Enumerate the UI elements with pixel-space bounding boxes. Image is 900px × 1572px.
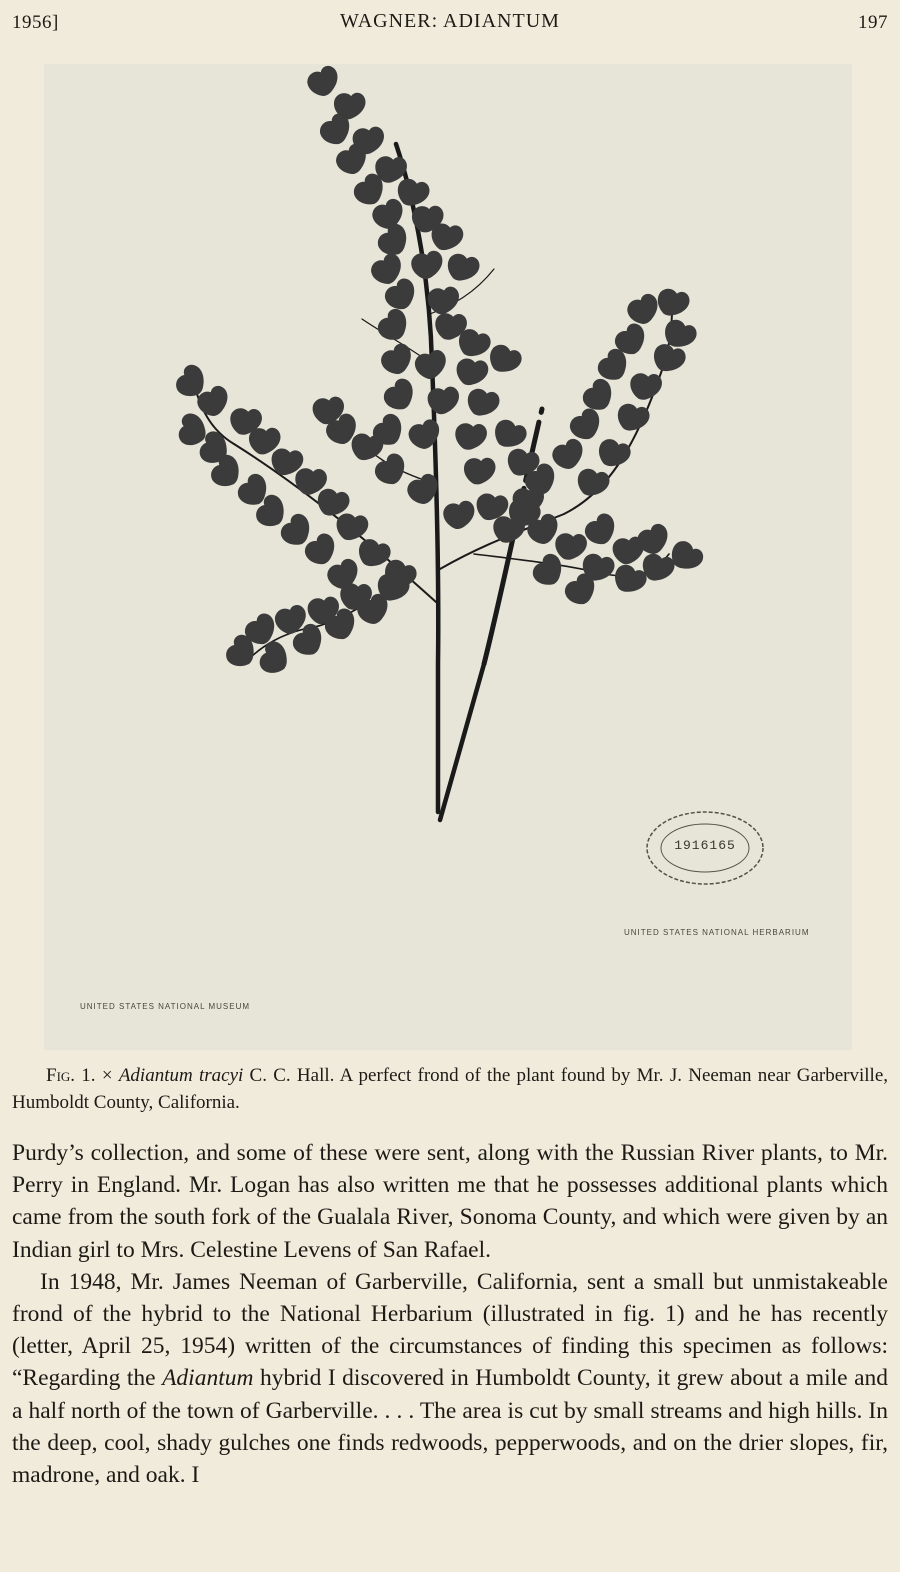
paragraph-2-genus: Adiantum <box>162 1365 254 1392</box>
paragraph-2-part-b: hybrid I discovered in Humboldt County, it grew about a mile and a half north of the town of Garberville. . . . The area is cut by small streams and high hills. In the deep, cool, shady gulches one finds redwoods, pepperwoods, and on the drier slopes, fir, madrone, and oak. I <box>12 1365 889 1489</box>
header-year: 1956] <box>12 12 59 33</box>
herbarium-label: UNITED STATES NATIONAL HERBARIUM <box>624 928 810 937</box>
paragraph-2 <box>12 1266 888 1491</box>
paragraph-2-part-a: In 1948, Mr. James Neeman of Garberville, California, sent a small but unmistakeable frond of the hybrid to the National Herbarium (illustrated in fig. 1) and he has recently (letter, April 25, 1954) written of the circumstances of finding this specimen as follows: “Regarding the <box>12 1268 888 1392</box>
running-head <box>12 8 888 36</box>
herbarium-plate <box>44 64 852 1050</box>
figure-caption <box>12 1062 888 1116</box>
stamp-number: 1916165 <box>674 838 736 853</box>
fern-frond-image <box>44 64 852 1050</box>
page-number: 197 <box>858 12 888 33</box>
hybrid-symbol: × <box>101 1065 113 1086</box>
body-text <box>12 1137 888 1491</box>
taxon-name: Adiantum tracyi <box>118 1065 244 1086</box>
figure-label: Fig. 1. <box>46 1065 96 1086</box>
paragraph-1: Purdy’s collection, and some of these were sent, along with the Russian River plants, to Mr. Perry in England. Mr. Logan has also written me that he possesses additional plants which came from the south fork of the Gualala River, Sonoma County, and which were given by an Indian girl to Mrs. Celestine Levens of San Rafael. <box>12 1140 888 1263</box>
caption-text: C. C. Hall. A perfect frond of the plant found by Mr. J. Neeman near Garberville, Humboldt County, California. <box>12 1065 889 1113</box>
header-title: WAGNER: ADIANTUM <box>340 10 560 32</box>
museum-label: UNITED STATES NATIONAL MUSEUM <box>80 1002 251 1011</box>
